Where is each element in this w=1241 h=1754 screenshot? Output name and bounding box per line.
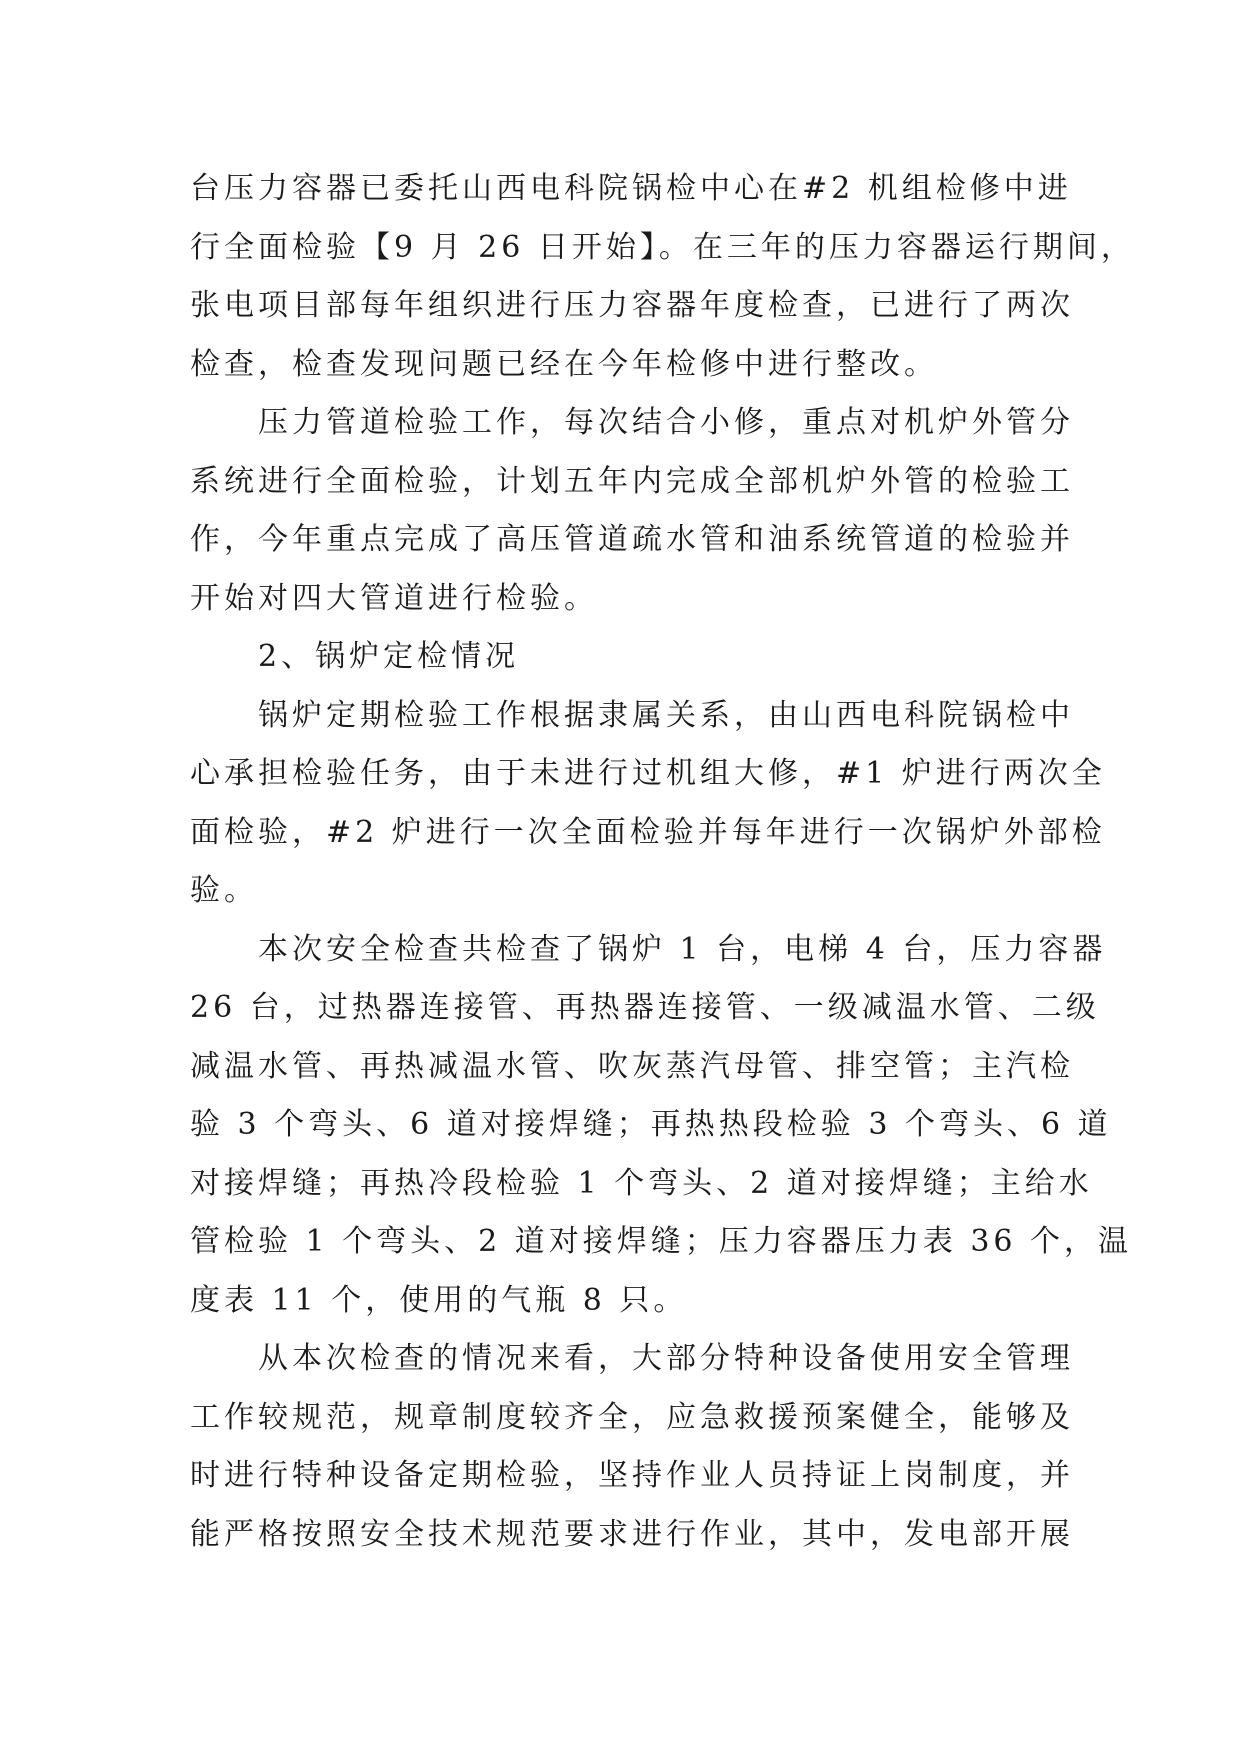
text-line: 2、锅炉定检情况 — [258, 639, 520, 674]
text-line: 压力管道检验工作，每次结合小修，重点对机炉外管分 — [258, 405, 1074, 440]
text-line: 工作较规范，规章制度较齐全，应急救援预案健全，能够及 — [190, 1399, 1074, 1435]
text-line: 26 台，过热器连接管、再热器连接管、一级减温水管、二级 — [190, 990, 1100, 1025]
text-line: 作，今年重点完成了高压管道疏水管和油系统管道的检验并 — [190, 522, 1074, 557]
text-line: 从本次检查的情况来看，大部分特种设备使用安全管理 — [258, 1341, 1074, 1376]
body-text — [190, 160, 1135, 1564]
text-line: 本次安全检查共检查了锅炉 1 台，电梯 4 台，压力容器 — [258, 931, 1107, 967]
text-line: 开始对四大管道进行检验。 — [190, 580, 598, 616]
text-line: 锅炉定期检验工作根据隶属关系，由山西电科院锅检中 — [258, 697, 1074, 733]
text-line: 面检验，#2 炉进行一次全面检验并每年进行一次锅炉外部检 — [190, 814, 1106, 850]
text-line: 行全面检验【9 月 26 日开始】。在三年的压力容器运行期间， — [190, 229, 1135, 265]
text-line: 台压力容器已委托山西电科院锅检中心在#2 机组检修中进 — [190, 171, 1072, 206]
text-line: 度表 11 个，使用的气瓶 8 只。 — [190, 1282, 688, 1318]
text-line: 能严格按照安全技术规范要求进行作业，其中，发电部开展 — [190, 1516, 1074, 1552]
text-line: 时进行特种设备定期检验，坚持作业人员持证上岗制度，并 — [190, 1458, 1074, 1493]
text-line: 对接焊缝；再热冷段检验 1 个弯头、2 道对接焊缝；主给水 — [190, 1165, 1093, 1201]
text-line: 验 3 个弯头、6 道对接焊缝；再热热段检验 3 个弯头、6 道 — [190, 1107, 1112, 1142]
text-line: 系统进行全面检验，计划五年内完成全部机炉外管的检验工 — [190, 463, 1074, 499]
text-line: 管检验 1 个弯头、2 道对接焊缝；压力容器压力表 36 个，温 — [190, 1224, 1133, 1259]
text-line: 验。 — [190, 873, 258, 908]
text-line: 减温水管、再热减温水管、吹灰蒸汽母管、排空管；主汽检 — [190, 1048, 1074, 1084]
text-line: 检查，检查发现问题已经在今年检修中进行整改。 — [190, 346, 938, 382]
text-line: 心承担检验任务，由于未进行过机组大修，#1 炉进行两次全 — [190, 756, 1106, 791]
text-line: 张电项目部每年组织进行压力容器年度检查，已进行了两次 — [190, 288, 1074, 323]
